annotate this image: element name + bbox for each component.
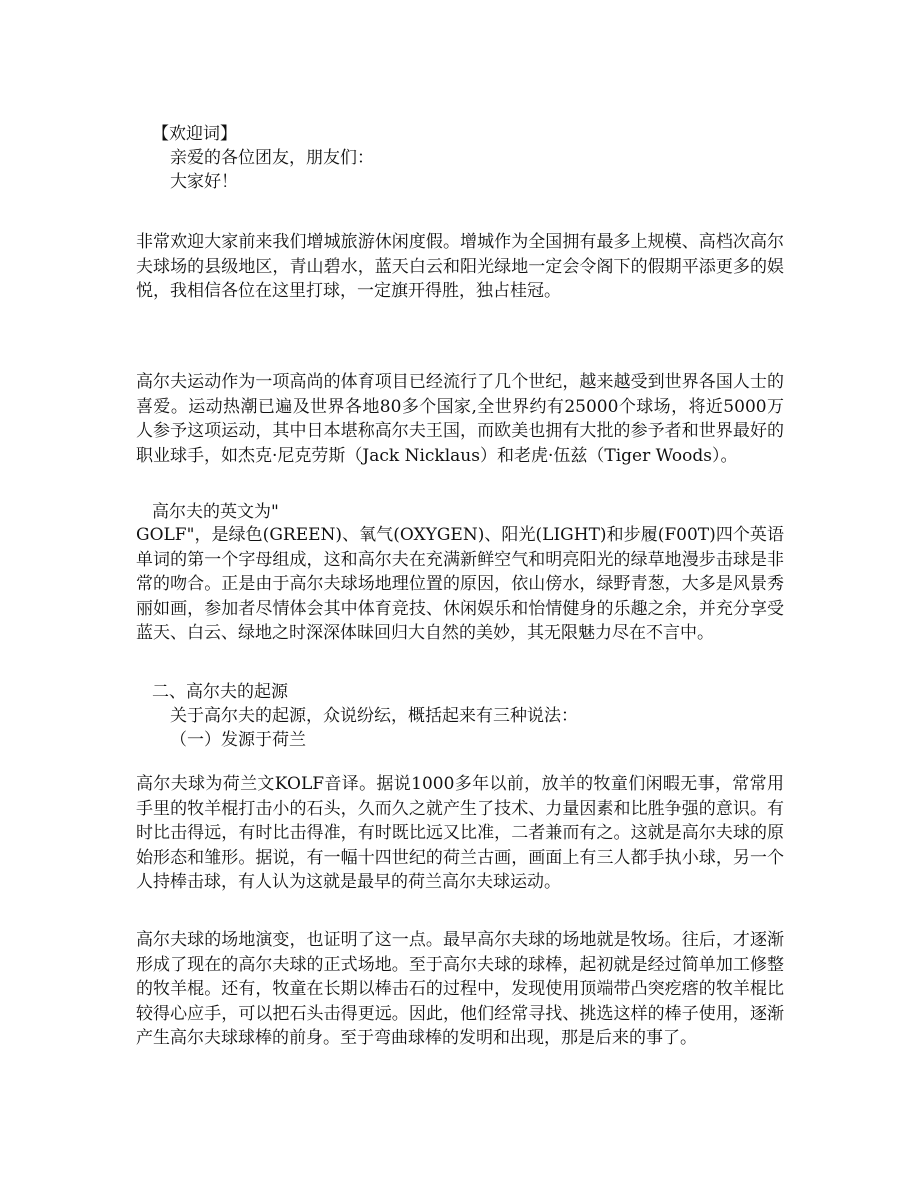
popularity-paragraph: 高尔夫运动作为一项高尚的体育项目已经流行了几个世纪，越来越受到世界各国人士的喜爱。运动热潮已遍及世界各地80多个国家,全世界约有25000个球场，将近5000万人参予这项运动，其中日本堪称高尔夫王国，而欧美也拥有大批的参予者和世界最好的职业球手，如杰克·尼克劳斯（Jack Nicklaus）和老虎·伍兹（Tiger Woods）。 (136, 372, 784, 466)
greeting-salutation: 亲爱的各位团友，朋友们： (170, 148, 374, 168)
subsection-title-holland: （一）发源于荷兰 (170, 730, 306, 750)
english-name-paragraph: GOLF"，是绿色(GREEN)、氧气(OXYGEN)、阳光(LIGHT)和步履(F00T)四个英语单词的第一个字母组成，这和高尔夫在充满新鲜空气和明亮阳光的绿草地漫步击球是非常的吻合。正是由于高尔夫球场地理位置的原因，依山傍水，绿野青葱，大多是风景秀丽如画，参加者尽情体会其中体育竞技、休闲娱乐和怡情健身的乐趣之余，并充分享受蓝天、白云、绿地之时深深体昧回归大自然的美妙，其无限魅力尽在不言中。 (136, 525, 784, 643)
holland-paragraph-1: 高尔夫球为荷兰文KOLF音译。据说1000多年以前，放羊的牧童们闲暇无事，常常用手里的牧羊棍打击小的石头，久而久之就产生了技术、力量因素和比胜争强的意识。有时比击得远，有时比击得准，有时既比远又比准，二者兼而有之。这就是高尔夫球的原始形态和雏形。据说，有一幅十四世纪的荷兰古画，画面上有三人都手执小球，另一个人持棒击球，有人认为这就是最早的荷兰高尔夫球运动。 (136, 774, 784, 892)
origin-intro: 关于高尔夫的起源，众说纷纭，概括起来有三种说法： (170, 706, 578, 726)
english-name-intro: 高尔夫的英文为" (152, 502, 279, 522)
greeting-hello: 大家好！ (170, 172, 238, 192)
welcome-paragraph: 非常欢迎大家前来我们增城旅游休闲度假。增城作为全国拥有最多上规模、高档次高尔夫球场的县级地区，青山碧水，蓝天白云和阳光绿地一定会令阁下的假期平添更多的娱悦，我相信各位在这里打球，一定旗开得胜，独占桂冠。 (136, 232, 784, 301)
greeting-heading: 【欢迎词】 (152, 124, 237, 144)
section-title-origin: 二、高尔夫的起源 (152, 682, 288, 702)
holland-paragraph-2: 高尔夫球的场地演变，也证明了这一点。最早高尔夫球的场地就是牧场。往后，才逐渐形成了现在的高尔夫球的正式场地。至于高尔夫球的球棒，起初就是经过简单加工修整的牧羊棍。还有，牧童在长期以棒击石的过程中，发现使用顶端带凸突疙瘩的牧羊棍比较得心应手，可以把石头击得更远。因此，他们经常寻找、挑选这样的棒子使用，逐渐产生高尔夫球球棒的前身。至于弯曲球棒的发明和出现，那是后来的事了。 (136, 930, 784, 1048)
